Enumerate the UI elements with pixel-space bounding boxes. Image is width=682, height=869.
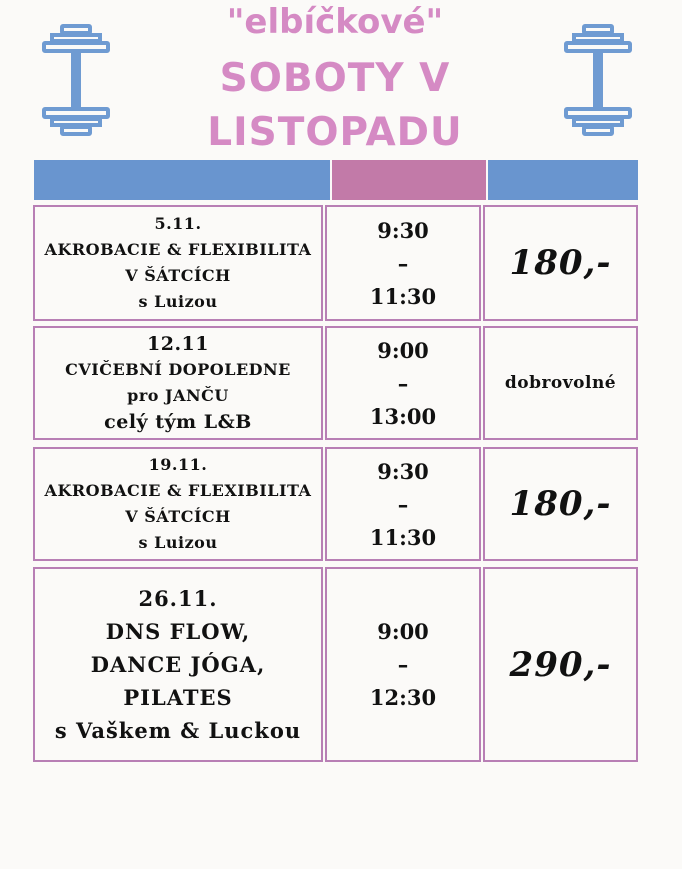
time-cell bbox=[325, 567, 481, 762]
event-date: 12.11 bbox=[147, 333, 209, 355]
event-title: DANCE JÓGA, bbox=[90, 652, 266, 677]
time-end: 13:00 bbox=[369, 403, 437, 429]
price-cell bbox=[483, 205, 638, 321]
event-title: PILATES bbox=[123, 685, 233, 710]
time-dash: – bbox=[397, 250, 409, 276]
title-line-3: LISTOPADU bbox=[207, 110, 463, 155]
event-cell bbox=[33, 447, 323, 561]
event-title: DNS FLOW, bbox=[105, 619, 251, 644]
time-dash: – bbox=[397, 491, 409, 517]
time-end: 12:30 bbox=[369, 685, 437, 710]
time-end: 11:30 bbox=[369, 524, 437, 550]
event-date: 5.11. bbox=[154, 214, 202, 233]
time-dash: – bbox=[397, 370, 409, 396]
event-date: 26.11. bbox=[138, 586, 218, 611]
event-cell bbox=[33, 326, 323, 440]
event-instructor: s Luizou bbox=[138, 533, 218, 552]
event-date: 19.11. bbox=[148, 455, 208, 474]
header-bar-event bbox=[34, 160, 330, 200]
time-cell bbox=[325, 205, 481, 321]
dumbbell-icon bbox=[562, 22, 634, 138]
price-value: dobrovolné bbox=[504, 373, 617, 393]
event-cell bbox=[33, 205, 323, 321]
event-title: AKROBACIE & FLEXIBILITA bbox=[44, 240, 312, 259]
header-bar-time bbox=[332, 160, 486, 200]
header-bar-price bbox=[488, 160, 638, 200]
time-cell bbox=[325, 326, 481, 440]
price-cell bbox=[483, 447, 638, 561]
event-title: V ŠÁTCÍCH bbox=[125, 266, 231, 285]
price-value: 290,- bbox=[509, 644, 612, 685]
price-value: 180,- bbox=[509, 243, 612, 283]
event-title: pro JANČU bbox=[127, 386, 229, 405]
event-instructor: s Vaškem & Luckou bbox=[54, 718, 302, 743]
time-start: 9:00 bbox=[377, 619, 429, 644]
time-end: 11:30 bbox=[369, 283, 437, 309]
time-cell bbox=[325, 447, 481, 561]
dumbbell-icon bbox=[40, 22, 112, 138]
price-cell bbox=[483, 567, 638, 762]
time-start: 9:30 bbox=[377, 217, 429, 243]
event-instructor: s Luizou bbox=[138, 292, 218, 311]
time-start: 9:00 bbox=[377, 337, 429, 363]
event-cell bbox=[33, 567, 323, 762]
title-line-1: "elbíčkové" bbox=[226, 2, 444, 42]
time-start: 9:30 bbox=[377, 458, 429, 484]
title-line-2: SOBOTY V bbox=[219, 56, 451, 101]
event-title: AKROBACIE & FLEXIBILITA bbox=[44, 481, 312, 500]
price-value: 180,- bbox=[509, 484, 612, 524]
time-dash: – bbox=[397, 652, 409, 677]
event-title: CVIČEBNÍ DOPOLEDNE bbox=[65, 360, 291, 379]
event-title: V ŠÁTCÍCH bbox=[125, 507, 231, 526]
event-instructor: celý tým L&B bbox=[104, 411, 252, 433]
price-cell bbox=[483, 326, 638, 440]
